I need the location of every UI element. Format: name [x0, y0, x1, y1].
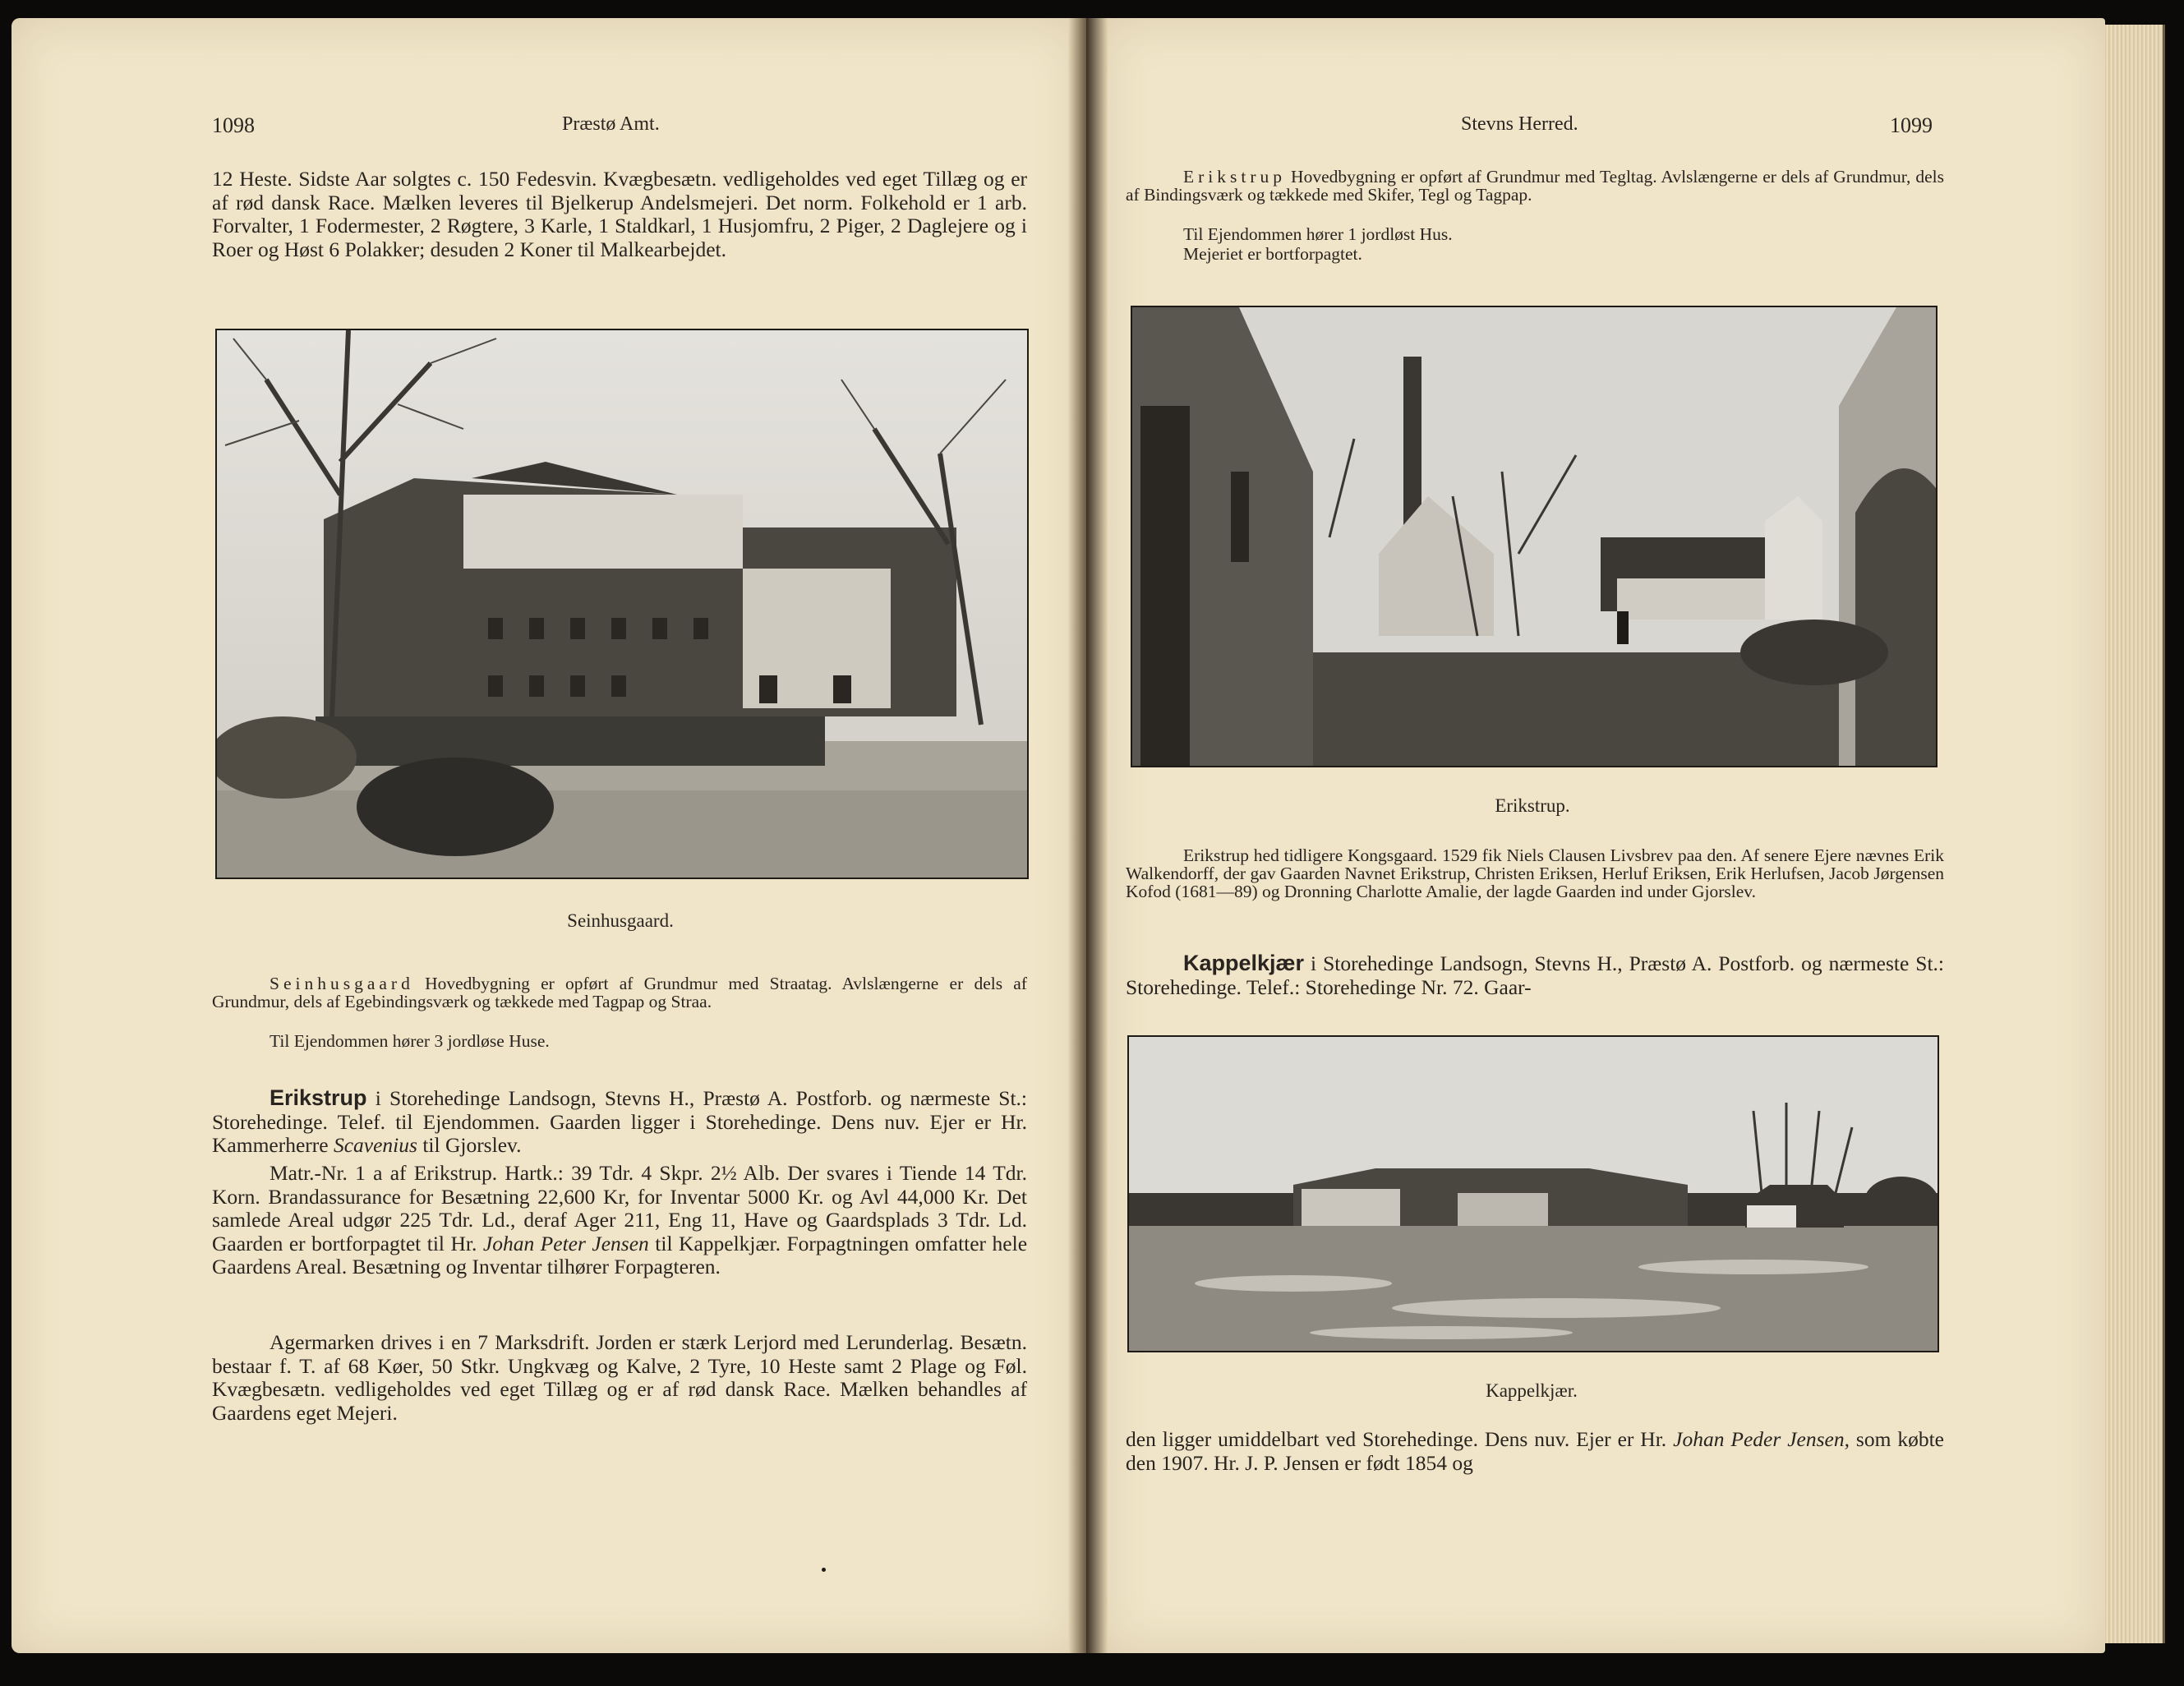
page-edges	[2105, 25, 2165, 1643]
note-erikstrup-house: Til Ejendommen hører 1 jordløst Hus.	[1183, 224, 1453, 244]
photo-seinhusgaard	[215, 329, 1029, 879]
entry-erikstrup-details-b: til Kappelkjær. Forpagtningen omfatter hele Gaardens Areal. Besætning og Inventar tilhører Forpagteren.	[212, 1231, 1028, 1279]
speck	[822, 1568, 826, 1572]
caption-erikstrup: Erikstrup.	[1495, 795, 1570, 816]
erikstrup-history: Erikstrup hed tidligere Kongsgaard. 1529 fik Niels Clausen Livsbrev paa den. Af senere Ejere nævnes Erik Walkendorff, der gav Gaarden Navnet Erikstrup, Christen Eriksen, Herluf Eriksen, Erik Herlufsen, Jacob Jørgensen Kofod (1681—89) og Dronning Charlotte Amalie, der lagde Gaarden ind under Gjorslev.	[1126, 845, 1944, 902]
entry-erikstrup-details	[212, 1162, 1027, 1279]
entry-kappelkjaer-text: i Storehedinge Landsogn, Stevns H., Præstø A. Postforb. og nærmeste St.: Storehedinge. Telef.: Storehedinge Nr. 72. Gaar-	[1126, 951, 1945, 999]
entry-erikstrup-farming: Agermarken drives i en 7 Marksdrift. Jorden er stærk Lerjord med Lerunderlag. Besætn. bestaar f. T. af 68 Køer, 50 Stkr. Ungkvæg og Kalve, 2 Tyre, 10 Heste samt 2 Plage og Føl. Kvægbesætn. vedligeholdes ved eget Tillæg og er af rød dansk Race. Mælken behandles af Gaardens eget Mejeri.	[212, 1330, 1027, 1425]
book-gutter-left	[1068, 18, 1086, 1653]
note-erikstrup-dairy: Mejeriet er bortforpagtet.	[1183, 244, 1362, 264]
running-head-right: Stevns Herred.	[1461, 113, 1578, 135]
note-erikstrup-buildings	[1126, 168, 1944, 204]
entry-kappelkjaer-continued	[1126, 1428, 1944, 1475]
entry-name-kappelkjaer: Kappelkjær	[1183, 951, 1305, 975]
note-name-seinhusgaard: Seinhusgaard	[270, 974, 414, 993]
entry-erikstrup-owner: Scavenius	[333, 1133, 417, 1158]
paragraph-livestock: 12 Heste. Sidste Aar solgtes c. 150 Fedesvin. Kvægbesætn. vedligeholdes ved eget Tillæg og er af rød dansk Race. Mælken leveres til Bjelkerup Andelsmejeri. Det norm. Folkehold er 1 arb. Forvalter, 1 Fodermester, 2 Røgtere, 3 Karle, 1 Staldkarl, 1 Husjomfru, 2 Piger, 2 Daglejere og i Roer og Høst 6 Polakker; desuden 2 Koner til Malkearbejdet.	[212, 167, 1027, 261]
photo-kappelkjaer	[1127, 1035, 1939, 1352]
entry-erikstrup-intro	[212, 1086, 1027, 1158]
entry-kappelkjaer-cont-a: den ligger umiddelbart ved Storehedinge. Dens nuv. Ejer er Hr.	[1126, 1427, 1667, 1451]
entry-erikstrup-text-b: til Gjorslev.	[422, 1133, 522, 1158]
note-name-erikstrup: Erikstrup	[1183, 167, 1287, 187]
entry-name-erikstrup: Erikstrup	[270, 1085, 367, 1110]
caption-seinhusgaard: Seinhusgaard.	[567, 910, 674, 931]
note-seinhusgaard-text: Hovedbygning er opført af Grundmur med Straatag. Avlslængerne er dels af Grundmur, dels af Egebindingsværk og tækkede med Tagpap og Straa.	[212, 974, 1028, 1012]
page-number-right: 1099	[1890, 113, 1933, 137]
running-head-left: Præstø Amt.	[562, 113, 660, 135]
page-number-left: 1098	[212, 113, 255, 137]
photo-erikstrup	[1131, 306, 1937, 767]
caption-kappelkjaer: Kappelkjær.	[1486, 1380, 1578, 1401]
note-seinhusgaard-houses: Til Ejendommen hører 3 jordløse Huse.	[270, 1031, 550, 1051]
entry-erikstrup-text-a: i Storehedinge Landsogn, Stevns H., Præstø A. Postforb. og nærmeste St.: Storehedinge. Telef. til Ejendommen. Gaarden ligger i Storehedinge. Dens nuv. Ejer er Hr. Kammerherre	[212, 1086, 1028, 1158]
book-gutter-right	[1086, 18, 1108, 1653]
entry-erikstrup-details-a: Matr.-Nr. 1 a af Erikstrup. Hartk.: 39 Tdr. 4 Skpr. 2½ Alb. Der svares i Tiende 14 Tdr. Korn. Brandassurance for Besætning 22,600 Kr, for Inventar 5000 Kr. og Avl 44,000 Kr. Det samlede Areal udgør 225 Tdr. Ld., deraf Ager 211, Eng 11, Have og Gaardsplads 3 Tdr. Ld. Gaarden er bortforpagtet til Hr.	[212, 1161, 1027, 1255]
entry-erikstrup-tenant: Johan Peter Jensen	[482, 1231, 649, 1255]
note-erikstrup-text: Hovedbygning er opført af Grundmur med Tegltag. Avlslængerne er dels af Grundmur, dels af Bindingsværk og tækkede med Skifer, Tegl og Tagpap.	[1126, 167, 1945, 205]
entry-kappelkjaer-owner: Johan Peder Jensen,	[1673, 1427, 1850, 1451]
entry-kappelkjaer-intro	[1126, 951, 1944, 999]
entry-kappelkjaer-cont-b: som købte den 1907. Hr. J. P. Jensen er født 1854 og	[1126, 1427, 1944, 1475]
note-seinhusgaard-buildings	[212, 974, 1027, 1011]
